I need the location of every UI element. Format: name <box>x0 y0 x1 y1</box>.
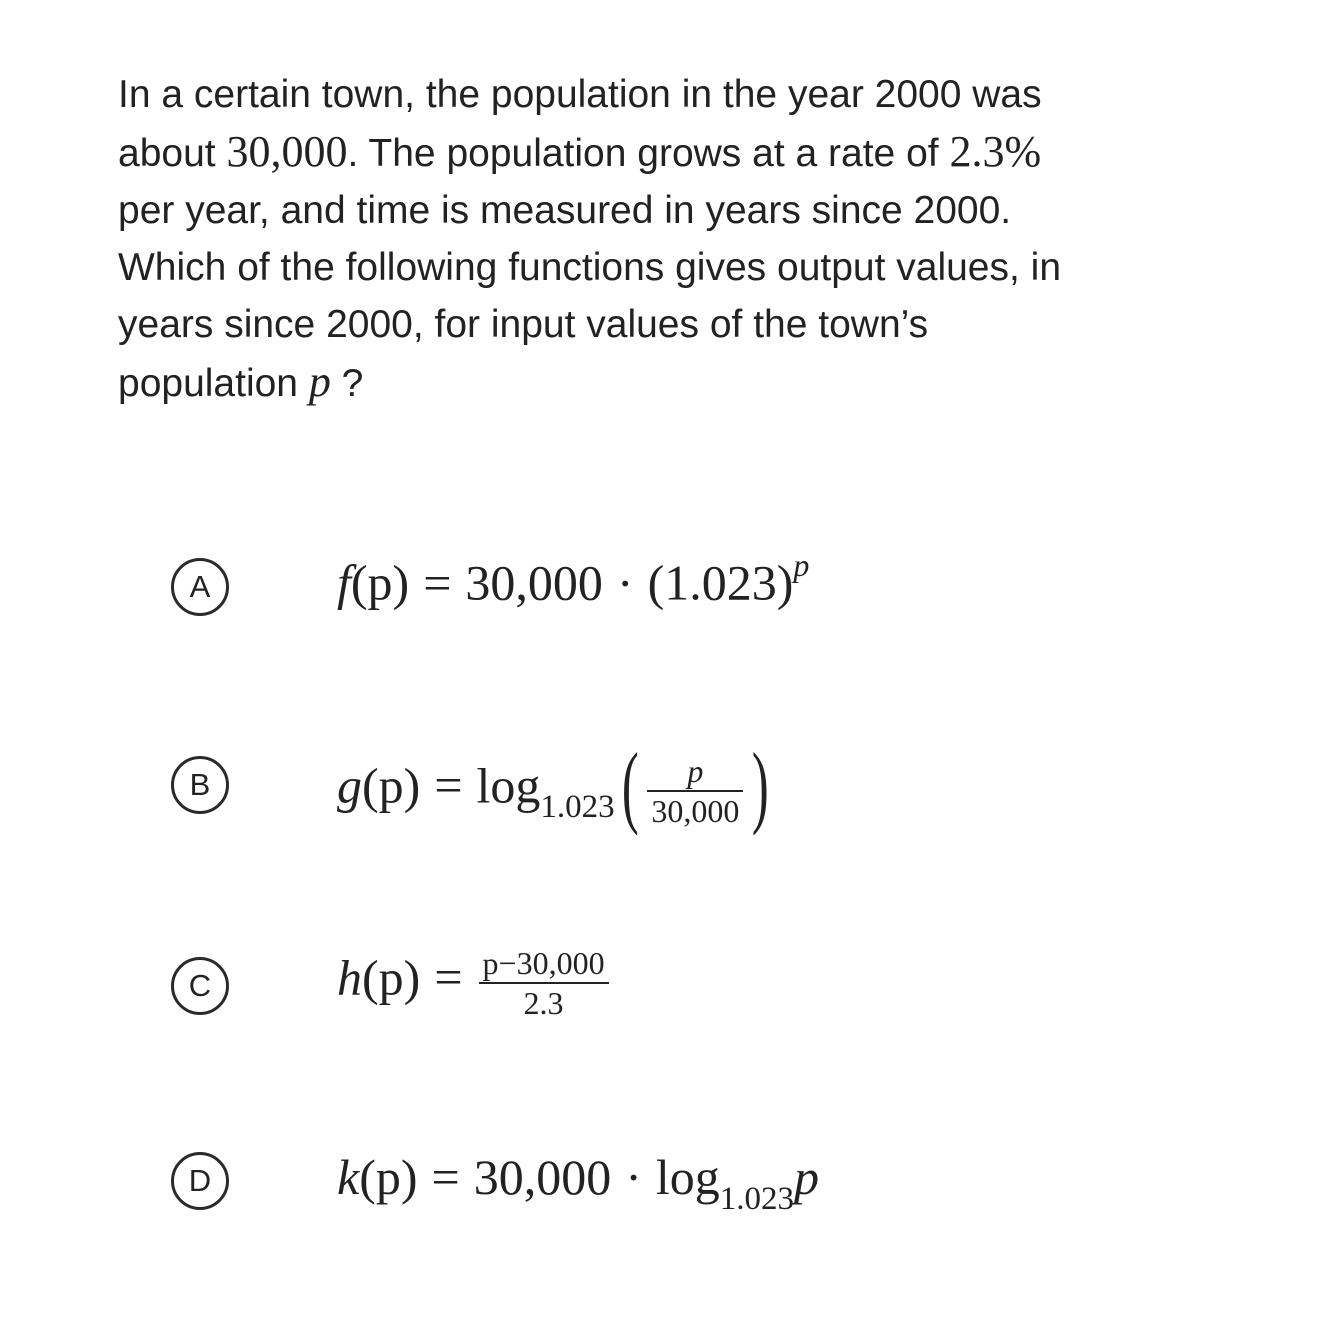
choice-a-formula <box>337 547 810 612</box>
function-argument: (p) <box>350 554 410 611</box>
fraction-denominator: 30,000 <box>651 793 740 829</box>
function-argument: (p) <box>359 1149 418 1205</box>
fraction-denominator: 2.3 <box>523 985 564 1021</box>
function-argument: (p) <box>362 949 421 1006</box>
question-text-segment: population <box>118 362 309 405</box>
growth-rate-value: 2.3% <box>949 127 1042 176</box>
equals-sign: = <box>423 554 452 611</box>
log-base: 1.023 <box>719 1181 795 1217</box>
question-line-5: years since 2000, for input values of the town’s <box>118 303 929 346</box>
equals-sign: = <box>434 949 463 1006</box>
function-name: h <box>337 949 362 1006</box>
function-name: g <box>337 757 362 814</box>
question-text-segment: . The population grows at a rate of <box>347 132 950 175</box>
function-argument: (p) <box>362 757 421 814</box>
log-argument: p <box>794 1149 820 1205</box>
choice-c[interactable] <box>0 940 1325 1040</box>
question-line-3: per year, and time is measured in years since 2000. <box>118 189 1012 232</box>
choice-c-formula <box>337 944 611 1022</box>
choice-b-badge[interactable]: B <box>171 756 229 814</box>
fraction-numerator: p−30,000 <box>479 944 609 984</box>
population-value: 30,000 <box>226 127 348 176</box>
fraction <box>647 752 743 830</box>
choice-b[interactable] <box>0 734 1325 838</box>
question-text <box>118 66 1178 412</box>
question-line-6 <box>118 353 1178 412</box>
question-line-4: Which of the following functions gives output values, in <box>118 246 1062 289</box>
log-operator: log <box>655 1149 720 1205</box>
fraction <box>479 944 609 1022</box>
choice-a[interactable] <box>0 533 1325 633</box>
close-paren: ) <box>752 734 770 836</box>
multiply-dot: · <box>616 554 634 611</box>
choice-b-formula <box>337 734 776 844</box>
coefficient: 30,000 <box>465 554 603 611</box>
function-name: f <box>337 554 351 611</box>
question-line-2 <box>118 123 1178 182</box>
choice-a-badge[interactable]: A <box>171 558 229 616</box>
question-line-1: In a certain town, the population in the year 2000 was <box>118 73 1042 116</box>
open-paren: ( <box>621 734 639 836</box>
choice-d-formula <box>337 1148 820 1217</box>
question-mark: ? <box>330 362 364 405</box>
multiply-dot: · <box>625 1149 642 1205</box>
function-name: k <box>337 1149 360 1205</box>
fraction-numerator: p <box>647 752 743 792</box>
question-text-segment: about <box>118 132 227 175</box>
exponential-base: (1.023) <box>647 554 794 611</box>
equals-sign: = <box>431 1149 460 1205</box>
equals-sign: = <box>434 757 463 814</box>
variable-p: p <box>308 357 331 406</box>
exponent: p <box>793 547 810 583</box>
log-operator: log <box>476 757 541 814</box>
choice-d-badge[interactable]: D <box>171 1152 229 1210</box>
coefficient: 30,000 <box>473 1149 612 1205</box>
choice-d[interactable] <box>0 1130 1325 1230</box>
log-base: 1.023 <box>540 789 615 826</box>
choice-c-badge[interactable]: C <box>171 957 229 1015</box>
